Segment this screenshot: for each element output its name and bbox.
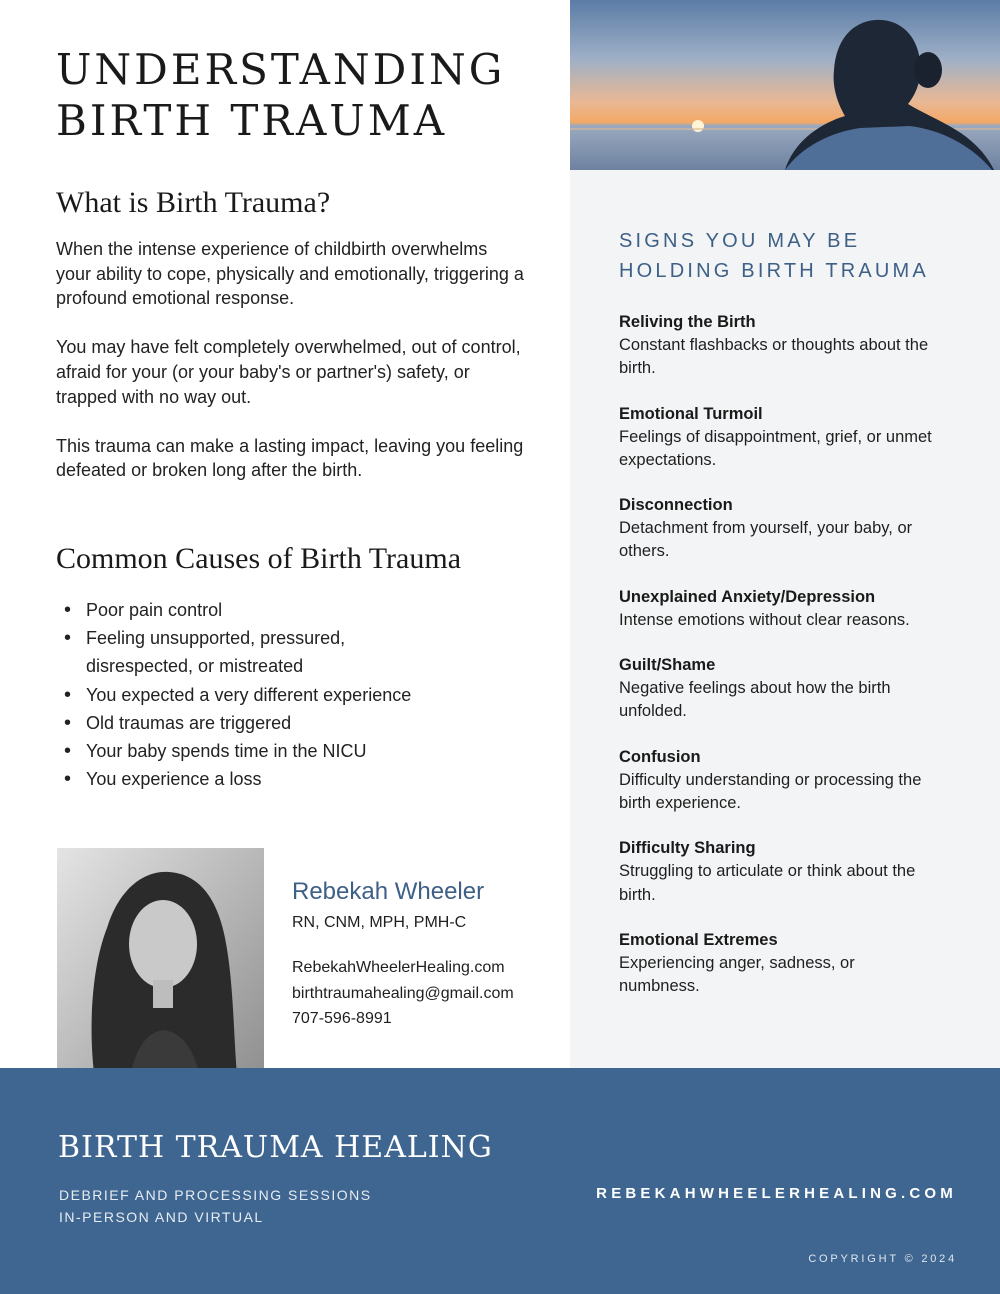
phone-number[interactable]: 707-596-8991 [292, 1010, 392, 1027]
sign-description: Difficulty understanding or processing the birth experience. [619, 770, 922, 812]
signs-heading [619, 226, 949, 286]
website-link[interactable]: RebekahWheelerHealing.com [292, 959, 505, 976]
title-line-2: BIRTH TRAUMA [56, 96, 448, 145]
footer-website-link[interactable]: REBEKAHWHEELERHEALING.COM [596, 1185, 957, 1202]
sign-item [619, 837, 939, 907]
sign-title: Reliving the Birth [619, 313, 756, 331]
cause-item: • Poor pain control [64, 596, 524, 624]
sign-title: Unexplained Anxiety/Depression [619, 587, 876, 606]
bio-credentials: RN, CNM, MPH, PMH-C [292, 914, 467, 931]
portrait-photo [57, 848, 264, 1094]
bio-contact [292, 955, 514, 1032]
footer-brand: BIRTH TRAUMA HEALING [58, 1130, 493, 1165]
sign-title: Difficulty Sharing [619, 839, 756, 858]
footer-subtitle-line-2: IN-PERSON AND VIRTUAL [59, 1209, 264, 1225]
causes-list [64, 596, 524, 793]
sign-item [619, 929, 939, 999]
cause-item: • You experience a loss [64, 765, 524, 793]
title-line-1: UNDERSTANDING [56, 45, 506, 94]
sign-item [619, 746, 939, 816]
sunset-photo [570, 0, 1000, 170]
footer-subtitle [59, 1184, 372, 1228]
causes-heading: Common Causes of Birth Trauma [56, 542, 462, 575]
sign-item [619, 311, 939, 381]
email-link[interactable]: birthtraumahealing@gmail.com [292, 984, 514, 1002]
footer-subtitle-line-1: DEBRIEF AND PROCESSING SESSIONS [59, 1187, 372, 1203]
sign-item [619, 654, 939, 724]
sign-title: Guilt/Shame [619, 656, 716, 675]
what-is-heading: What is Birth Trauma? [56, 186, 331, 219]
cause-item: • You expected a very different experience [64, 681, 524, 709]
what-is-body [56, 237, 526, 508]
sign-title: Confusion [619, 747, 701, 766]
bio-name: Rebekah Wheeler [292, 878, 485, 905]
cause-item: • Feeling unsupported, pressured, disrespected, or mistreated [64, 624, 364, 680]
sign-description: Detachment from yourself, your baby, or others. [619, 519, 913, 561]
sign-title: Emotional Extremes [619, 930, 778, 949]
intro-paragraph: When the intense experience of childbirth overwhelms your ability to cope, physically and emotionally, triggering a profound emotional response. [56, 239, 524, 309]
footer-band [0, 1068, 1000, 1294]
signs-heading-line-2: HOLDING BIRTH TRAUMA [619, 260, 929, 282]
sign-title: Emotional Turmoil [619, 404, 763, 423]
sign-item [619, 403, 939, 473]
sign-description: Experiencing anger, sadness, or numbness. [619, 953, 855, 996]
page-title [56, 44, 536, 146]
sign-description: Feelings of disappointment, grief, or unmet expectations. [619, 427, 932, 469]
sign-item [619, 494, 939, 564]
sign-description: Negative feelings about how the birth unfolded. [619, 679, 891, 721]
cause-item: • Old traumas are triggered [64, 709, 524, 737]
portrait-illustration [57, 848, 264, 1094]
sign-item [619, 586, 939, 632]
signs-heading-line-1: SIGNS YOU MAY BE [619, 230, 861, 252]
sign-description: Constant flashbacks or thoughts about the birth. [619, 336, 929, 378]
sunset-illustration [570, 0, 1000, 170]
intro-paragraph: This trauma can make a lasting impact, leaving you feeling defeated or broken long after the birth. [56, 435, 524, 481]
sign-description: Intense emotions without clear reasons. [619, 610, 910, 629]
signs-list [619, 311, 939, 1020]
sign-description: Struggling to articulate or think about the birth. [619, 862, 916, 904]
footer-copyright: COPYRIGHT © 2024 [808, 1253, 957, 1265]
sign-title: Disconnection [619, 496, 733, 515]
cause-item: • Your baby spends time in the NICU [64, 737, 524, 765]
intro-paragraph: You may have felt completely overwhelmed, out of control, afraid for your (or your baby's or partner's) safety, or trapped with no way out. [56, 337, 521, 407]
